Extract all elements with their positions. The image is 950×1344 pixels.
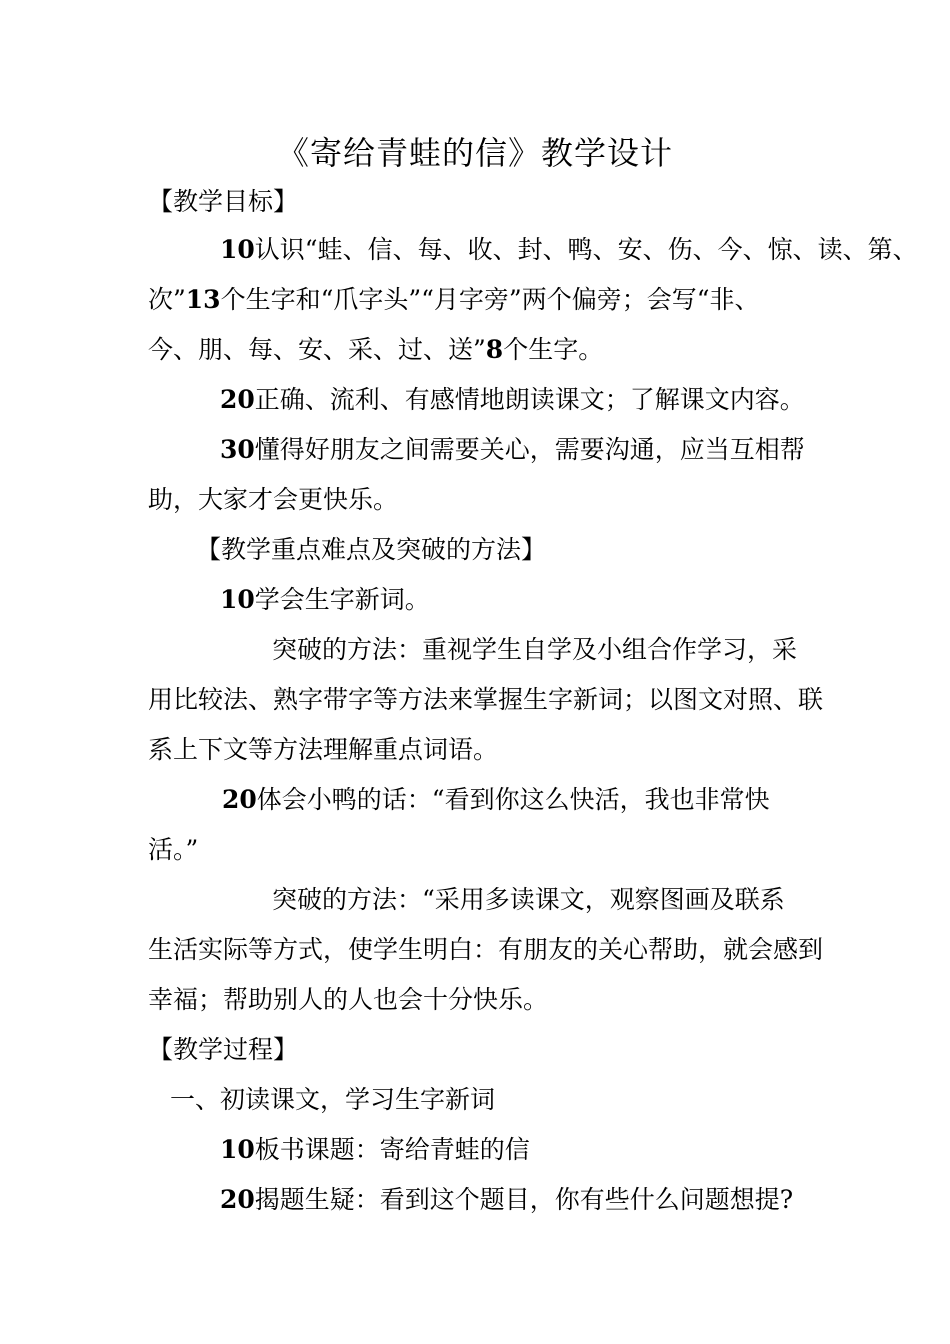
goal-3-line-2: 助，大家才会更快乐。 — [148, 485, 399, 514]
key-point-1-method-line-1: 突破的方法：重视学生自学及小组合作学习，采 — [272, 635, 798, 664]
goal-2 — [220, 380, 805, 420]
goal-1-line-1 — [220, 230, 918, 270]
goal-1-text: 认识“蛙、信、每、收、封、鸭、安、伤、今、惊、读、第、 — [254, 235, 918, 264]
key-point-1-text: 学会生字新词。 — [254, 585, 430, 614]
key-point-1-number: 10 — [220, 585, 255, 614]
goal-1-text-part: 个生字。 — [503, 335, 604, 364]
goal-3-text: 懂得好朋友之间需要关心，需要沟通，应当互相帮 — [254, 435, 805, 464]
process-item-1-text: 板书课题：寄给青蛙的信 — [254, 1135, 530, 1164]
goal-1-text-part: 次” — [148, 285, 186, 314]
goal-1-line-3 — [148, 330, 603, 370]
process-item-2-number: 20 — [220, 1185, 255, 1214]
key-point-2-method-line-1: 突破的方法：“采用多读课文，观察图画及联系 — [272, 885, 785, 914]
key-point-2-method-line-3: 幸福；帮助别人的人也会十分快乐。 — [148, 985, 549, 1014]
goal-2-text: 正确、流利、有感情地朗读课文；了解课文内容。 — [254, 385, 805, 414]
key-point-1-method-line-3: 系上下文等方法理解重点词语。 — [148, 735, 499, 764]
document-title: 《寄给青蛙的信》教学设计 — [276, 134, 673, 172]
key-point-2-text: 体会小鸭的话：“看到你这么快活，我也非常快 — [256, 785, 770, 814]
key-point-1-method-line-2: 用比较法、熟字带字等方法来掌握生字新词；以图文对照、联 — [148, 685, 824, 714]
key-point-2-line-2: 活。” — [148, 835, 199, 864]
key-point-2-method-line-2: 生活实际等方式，使学生明白：有朋友的关心帮助，就会感到 — [148, 935, 824, 964]
key-point-2-line-1 — [222, 780, 770, 820]
key-point-1 — [220, 580, 430, 620]
process-item-1 — [220, 1130, 530, 1170]
goal-1-number: 10 — [220, 235, 255, 264]
process-item-1-number: 10 — [220, 1135, 255, 1164]
goal-1-text-part: 个生字和“爪字头”“月字旁”两个偏旁；会写“非、 — [220, 285, 760, 314]
goal-3-number: 30 — [220, 435, 255, 464]
section-heading-process: 【教学过程】 — [148, 1035, 299, 1064]
section-heading-key-points: 【教学重点难点及突破的方法】 — [196, 535, 547, 564]
goal-1-text-part: 今、朋、每、安、采、过、送” — [148, 335, 486, 364]
goal-1-line-2 — [148, 280, 759, 320]
goal-1-write-count: 8 — [485, 335, 504, 364]
goal-2-number: 20 — [220, 385, 255, 414]
section-heading-goals: 【教学目标】 — [148, 187, 299, 216]
process-step-1: 一、初读课文，学习生字新词 — [170, 1085, 496, 1114]
goal-3-line-1 — [220, 430, 805, 470]
goal-1-count: 13 — [185, 285, 221, 314]
key-point-2-number: 20 — [222, 785, 257, 814]
process-item-2 — [220, 1180, 793, 1220]
process-item-2-text: 揭题生疑：看到这个题目，你有些什么问题想提? — [254, 1185, 794, 1214]
